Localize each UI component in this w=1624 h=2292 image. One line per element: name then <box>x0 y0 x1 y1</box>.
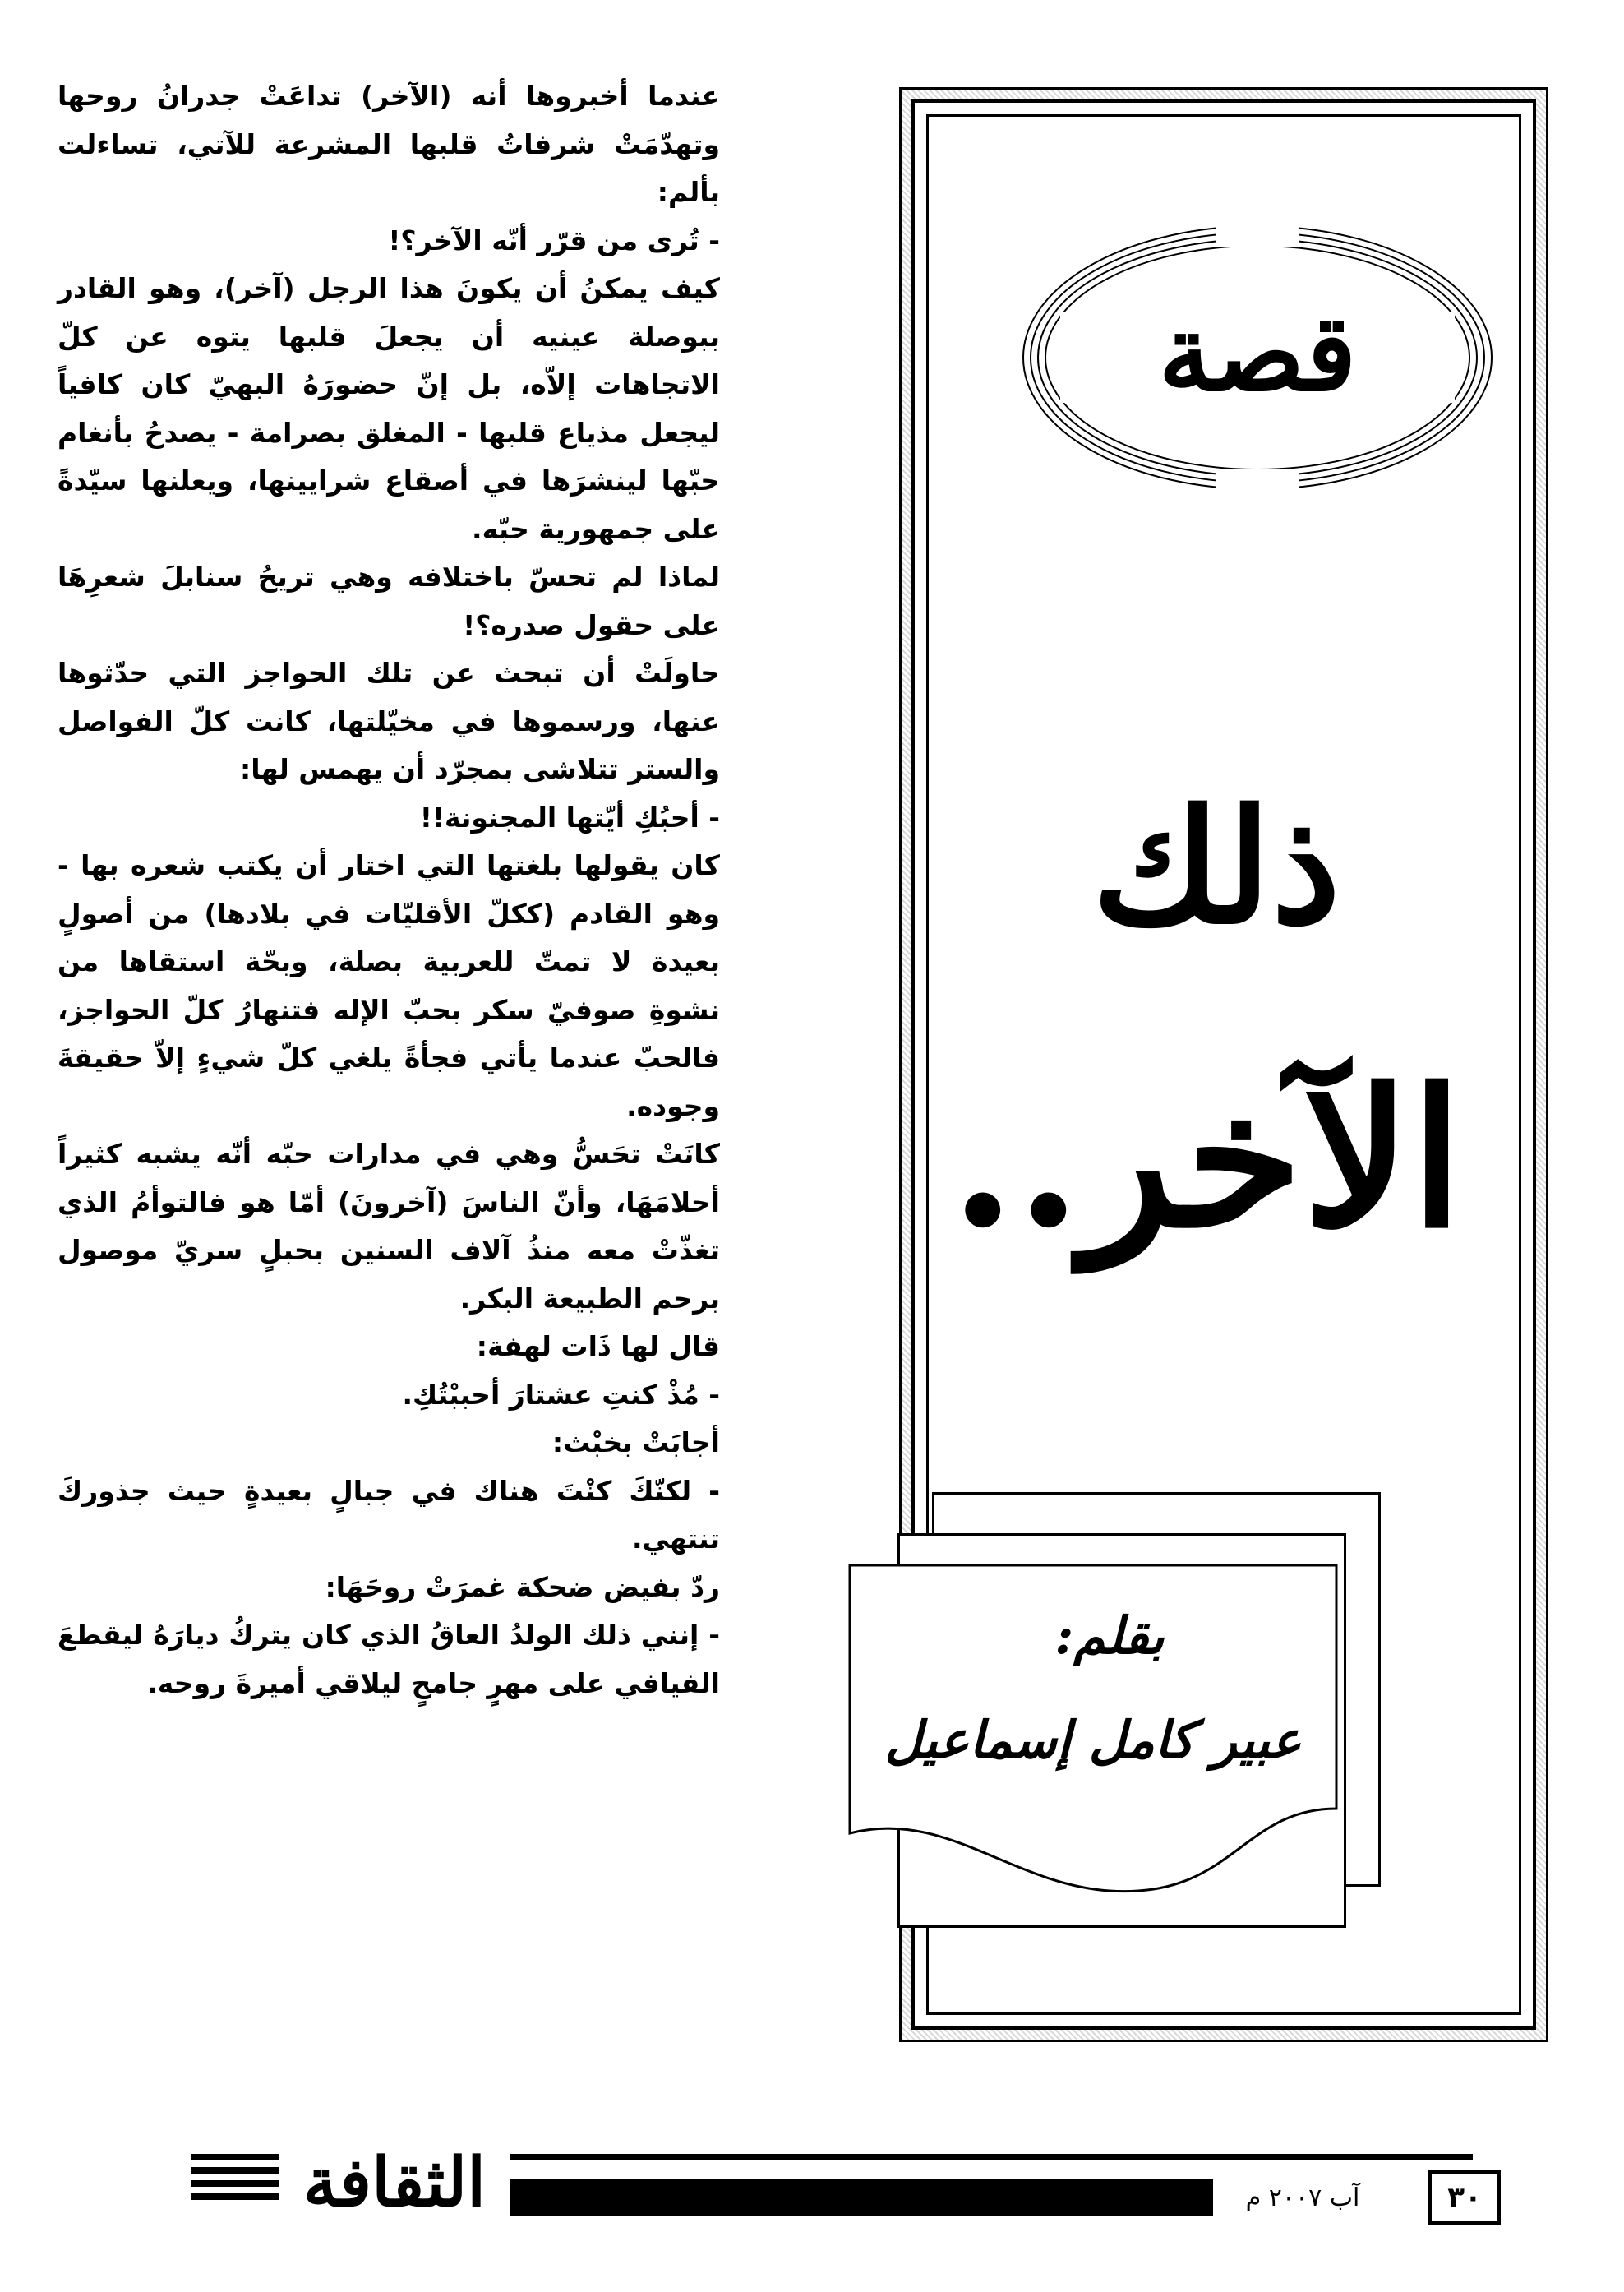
story-title-line2: الآخر.. <box>949 1048 1463 1270</box>
footer-bar <box>510 2179 1213 2216</box>
author-name: عبير كامل إسماعيل <box>884 1710 1302 1770</box>
story-title-line1: ذلك <box>1091 775 1341 959</box>
story-paragraph: ردّ بفيض ضحكة غمرَتْ روحَهَا: <box>325 1570 720 1603</box>
dialogue-line: - أحبُكِ أيّتها المجنونة!! <box>419 801 720 834</box>
byline-label: بقلم: <box>1054 1606 1165 1666</box>
story-paragraph: أجابَتْ بخبْث: <box>551 1426 720 1458</box>
dialogue-line: - تُرى من قرّر أنّه الآخر؟! <box>388 224 720 256</box>
story-text <box>58 72 769 1707</box>
dialogue-line: - لكنّكَ كنْتَ هناك في جبالٍ بعيدةٍ حيث جذوركَ تنتهي. <box>58 1474 720 1555</box>
story-paragraph: حاولَتْ أن تبحث عن تلك الحواجز التي حدّثوها عنها، ورسموها في مخيّلتها، كانت كلّ الفواصل والستر تتلاشى بمجرّد أن يهمس لها: <box>58 657 720 785</box>
magazine-logo: الثقافة <box>279 2137 510 2228</box>
story-paragraph: قال لها ذَات لهفة: <box>476 1330 720 1362</box>
story-paragraph: كانَتْ تحَسُّ وهي في مدارات حبّه أنّه يشبه كثيراً أحلامَهَا، وأنّ الناسَ (آخرونَ) أمّا هو فالتوأمُ الذي تغذّتْ معه منذُ آلاف السنين بحبلٍ سريّ موصول برحم الطبيعة البكر. <box>58 1138 720 1315</box>
story-paragraph: كيف يمكنُ أن يكونَ هذا الرجل (آخر)، وهو القادر ببوصلة عينيه أن يجعلَ قلبها يتوه عن كلّ الاتجاهات إلاّه، بل إنّ حضورَهُ البهيّ كان كافياً ليجعل مذياع قلبها - المغلق بصرامة - يصدحُ بأنغام حبّها لينشرَها في أصقاع شرايينها، ويعلنها سيّدةً على جمهورية حبّه. <box>58 272 720 545</box>
story-paragraph: لماذا لم تحسّ باختلافه وهي تريحُ سنابلَ شعرِهَا على حقول صدره؟! <box>58 561 720 641</box>
dialogue-line: - إنني ذلك الولدُ العاقُ الذي كان يتركُ ديارَهُ ليقطعَ الفيافي على مهرٍ جامحٍ ليلاقي أميرةَ روحه. <box>58 1619 720 1699</box>
dialogue-line: - مُذْ كنتِ عشتارَ أحببْتُكِ. <box>402 1378 720 1411</box>
page-number: ٣٠ <box>1428 2170 1501 2225</box>
story-paragraph: كان يقولها بلغتها التي اختار أن يكتب شعره بها - وهو القادم (ككلّ الأقليّات في بلادها) من أصولٍ بعيدة لا تمتّ للعربية بصلة، وبحّة استقاها من نشوةِ صوفيّ سكر بحبّ الإله فتنهارُ كلّ الحواجز، فالحبّ عندما يأتي فجأةً يلغي كلّ شيءٍ إلاّ حقيقةَ وجوده. <box>58 849 720 1122</box>
story-paragraph: عندما أخبروها أنه (الآخر) تداعَتْ جدرانُ روحها وتهدّمَتْ شرفاتُ قلبها المشرعة للآتي، تساءلت بألم: <box>58 80 720 208</box>
story-label: قصة <box>1158 292 1357 415</box>
issue-date: آب ٢٠٠٧ م <box>1245 2183 1360 2212</box>
